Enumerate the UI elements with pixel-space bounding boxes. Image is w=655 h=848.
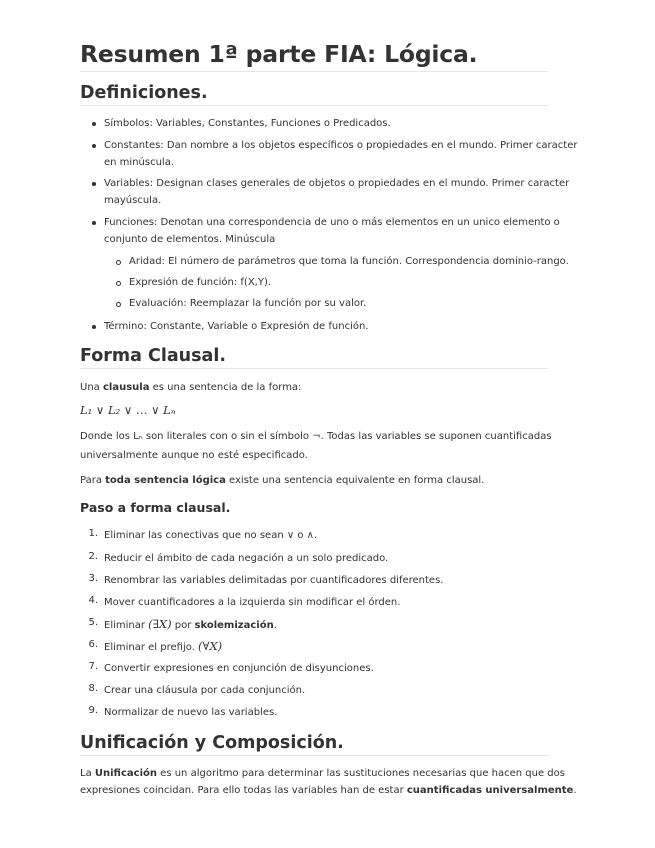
bold-term: clausula <box>102 382 150 393</box>
paragraph-unificacion-line2 <box>80 782 577 800</box>
step-item: Reducir el ámbito de cada negación a un solo predicado. <box>104 553 389 564</box>
text-run: es un algoritmo para determinar las sustituciones necesarias que hacen que dos <box>157 768 565 779</box>
step-number: 9. <box>88 705 98 716</box>
list-item: Símbolos: Variables, Constantes, Funciones o Predicados. <box>104 118 391 129</box>
bold-term: Unificación <box>94 768 157 779</box>
step-item: Crear una cláusula por cada conjunción. <box>104 685 306 696</box>
list-item-continuation: conjunto de elementos. Minúscula <box>104 234 276 245</box>
text-run: expresiones coincidan. Para ello todas las variables han de estar <box>80 785 407 796</box>
step-number: 2. <box>88 551 98 562</box>
list-item: Término: Constante, Variable o Expresión de función. <box>104 321 369 332</box>
section-heading-definiciones: Definiciones. <box>80 83 548 106</box>
bold-term: cuantificadas universalmente <box>406 785 574 796</box>
bold-term: toda sentencia lógica <box>105 475 226 486</box>
section-heading-forma-clausal: Forma Clausal. <box>80 346 548 369</box>
text-run: Para <box>80 475 106 486</box>
text-run: Eliminar <box>104 620 145 631</box>
text-run: . <box>573 785 577 796</box>
sub-bullet-marker <box>116 260 121 265</box>
paragraph-literales-line1: Donde los Lₙ son literales con o sin el símbolo ¬. Todas las variables se suponen cuantificadas <box>80 431 552 442</box>
bold-term: skolemización <box>194 620 274 631</box>
step-number: 1. <box>88 528 98 539</box>
list-item: Funciones: Denotan una correspondencia de uno o más elementos en un unico elemento o <box>104 217 560 228</box>
step-number: 5. <box>88 617 98 628</box>
bullet-marker <box>92 182 96 186</box>
list-item-continuation: mayúscula. <box>104 195 162 206</box>
subsection-heading-paso: Paso a forma clausal. <box>80 500 231 515</box>
text-run: . <box>273 620 277 631</box>
step-number: 6. <box>88 639 98 650</box>
text-run: por <box>171 620 195 631</box>
list-item: Variables: Designan clases generales de objetos o propiedades en el mundo. Primer caracter <box>104 178 570 189</box>
sub-list-item: Expresión de función: f(X,Y). <box>129 277 272 288</box>
text-run: La <box>80 768 95 779</box>
text-run: Eliminar el prefijo. <box>104 642 195 653</box>
list-item: Constantes: Dan nombre a los objetos específicos o propiedades en el mundo. Primer caracter <box>104 140 578 151</box>
bullet-marker <box>92 144 96 148</box>
bullet-marker <box>92 325 96 329</box>
list-item-continuation: en minúscula. <box>104 157 174 168</box>
clause-formula: L₁ ∨ L₂ ∨ … ∨ Lₙ <box>80 403 176 417</box>
paragraph-unificacion-line1 <box>80 765 565 783</box>
step-item: Convertir expresiones en conjunción de disyunciones. <box>104 663 374 674</box>
step-item: Mover cuantificadores a la izquierda sin modificar el órden. <box>104 597 401 608</box>
sub-list-item: Aridad: El número de parámetros que toma la función. Correspondencia dominio-rango. <box>129 256 569 267</box>
text-run: existe una sentencia equivalente en forma clausal. <box>225 475 485 486</box>
step-item <box>104 616 277 634</box>
sub-bullet-marker <box>116 302 121 307</box>
step-item: Normalizar de nuevo las variables. <box>104 707 278 718</box>
bullet-marker <box>92 221 96 225</box>
text-run: es una sentencia de la forma: <box>149 382 302 393</box>
text-run: Una <box>80 382 103 393</box>
math-expression: (∀X) <box>198 639 223 653</box>
step-item: Eliminar las conectivas que no sean ∨ o ∧. <box>104 530 318 541</box>
step-number: 4. <box>88 595 98 606</box>
paragraph-clausula <box>80 379 301 397</box>
sub-bullet-marker <box>116 281 121 286</box>
bullet-marker <box>92 122 96 126</box>
step-item: Renombrar las variables delimitadas por cuantificadores diferentes. <box>104 575 444 586</box>
step-number: 3. <box>88 573 98 584</box>
sub-list-item: Evaluación: Reemplazar la función por su valor. <box>129 298 367 309</box>
step-number: 8. <box>88 683 98 694</box>
page-title: Resumen 1ª parte FIA: Lógica. <box>80 40 548 72</box>
math-expression: (∃X) <box>148 617 172 631</box>
section-heading-unificacion: Unificación y Composición. <box>80 733 548 756</box>
step-item <box>104 638 222 656</box>
paragraph-literales-line2: universalmente aunque no esté especificado. <box>80 450 308 461</box>
step-number: 7. <box>88 661 98 672</box>
paragraph-equivalente <box>80 472 484 490</box>
